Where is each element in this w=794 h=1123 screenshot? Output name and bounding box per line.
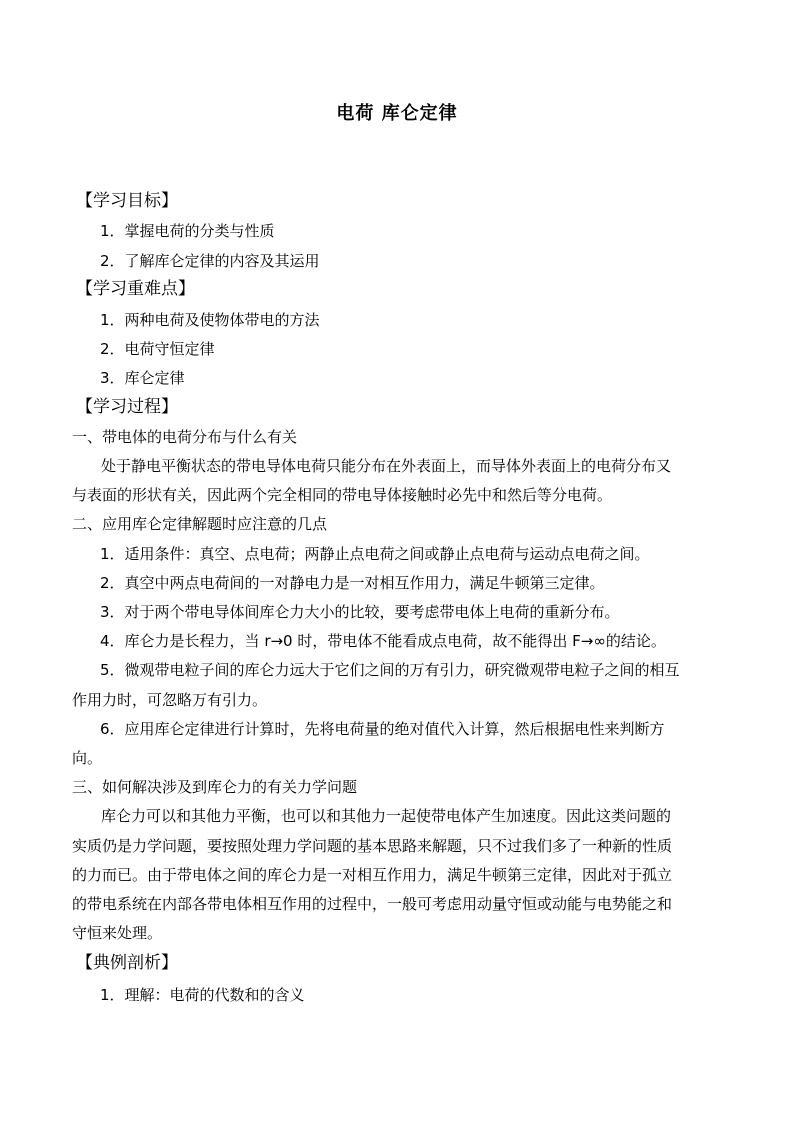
examples-heading: 【典例剖析】 <box>76 953 178 973</box>
part3-title: 三、如何解决涉及到库仑力的有关力学问题 <box>72 778 358 796</box>
goals-heading: 【学习目标】 <box>76 191 178 211</box>
part2-item-3: 3．对于两个带电导体间库仑力大小的比较，要考虑带电体上电荷的重新分布。 <box>100 603 620 621</box>
part1-para-line-2: 与表面的形状有关，因此两个完全相同的带电导体接触时必先中和然后等分电荷。 <box>72 486 613 504</box>
keypoint-item-3: 3．库仑定律 <box>100 369 185 387</box>
part3-para-line-4: 的带电系统在内部各带电体相互作用的过程中，一般可考虑用动量守恒或动能与电势能之和 <box>72 895 673 913</box>
part3-para-line-5: 守恒来处理。 <box>72 924 163 942</box>
process-heading: 【学习过程】 <box>76 397 178 417</box>
part2-item-5-cont: 作用力时，可忽略万有引力。 <box>72 691 268 709</box>
part2-item-6-cont: 向。 <box>72 749 103 767</box>
part1-title: 一、带电体的电荷分布与什么有关 <box>72 428 298 446</box>
part3-para-line-1: 库仑力可以和其他力平衡，也可以和其他力一起使带电体产生加速度。因此这类问题的 <box>101 807 672 825</box>
part2-item-6: 6．应用库仑定律进行计算时，先将电荷量的绝对值代入计算，然后根据电性来判断方 <box>100 720 665 738</box>
part3-para-line-2: 实质仍是力学问题，要按照处理力学问题的基本思路来解题，只不过我们多了一种新的性质 <box>72 837 673 855</box>
keypoint-item-1: 1．两种电荷及使物体带电的方法 <box>100 311 320 329</box>
part2-title: 二、应用库仑定律解题时应注意的几点 <box>72 515 328 533</box>
part2-item-4: 4．库仑力是长程力，当 r→0 时，带电体不能看成点电荷，故不能得出 F→∞的结论。 <box>100 632 666 650</box>
goal-item-2: 2．了解库仑定律的内容及其运用 <box>100 252 320 270</box>
part3-para-line-3: 的力而已。由于带电体之间的库仑力是一对相互作用力，满足牛顿第三定律，因此对于孤立 <box>72 866 673 884</box>
keypoints-heading: 【学习重难点】 <box>76 279 195 299</box>
example-item-1: 1．理解：电荷的代数和的含义 <box>100 986 305 1004</box>
part2-item-2: 2．真空中两点电荷间的一对静电力是一对相互作用力，满足牛顿第三定律。 <box>100 574 605 592</box>
part2-item-5: 5．微观带电粒子间的库仑力远大于它们之间的万有引力，研究微观带电粒子之间的相互 <box>100 661 680 679</box>
keypoint-item-2: 2．电荷守恒定律 <box>100 340 215 358</box>
goal-item-1: 1．掌握电荷的分类与性质 <box>100 222 275 240</box>
part2-item-1: 1．适用条件：真空、点电荷；两静止点电荷之间或静止点电荷与运动点电荷之间。 <box>100 545 650 563</box>
page-title: 电荷 库仑定律 <box>336 103 458 124</box>
part1-para-line-1: 处于静电平衡状态的带电导体电荷只能分布在外表面上，而导体外表面上的电荷分布又 <box>101 457 672 475</box>
